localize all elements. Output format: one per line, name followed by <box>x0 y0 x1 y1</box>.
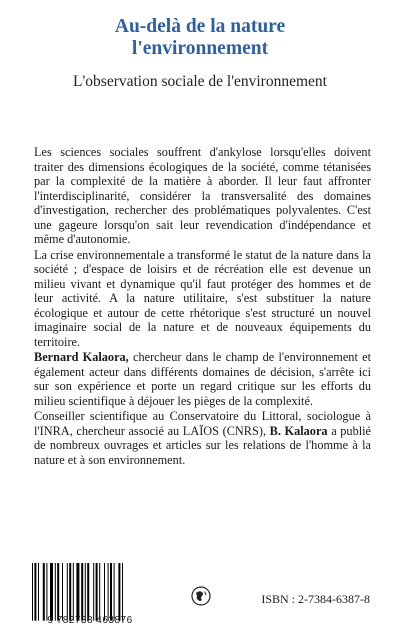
barcode-bar <box>76 563 79 621</box>
barcode-bar <box>57 563 59 621</box>
back-cover-text <box>34 145 371 468</box>
paragraph-credentials <box>34 409 371 467</box>
globe-logo-icon <box>191 586 211 606</box>
barcode-bar <box>81 563 83 621</box>
barcode-bar <box>93 563 94 621</box>
barcode-bar <box>62 563 63 621</box>
barcode-bar <box>69 563 71 621</box>
barcode-bar <box>55 563 56 621</box>
barcode-bar <box>99 563 100 621</box>
barcode-bar <box>122 563 123 621</box>
barcode-bar <box>108 563 109 621</box>
author-name: Bernard Kalaora, <box>34 350 129 364</box>
barcode-bar <box>110 563 112 621</box>
paragraph-author <box>34 350 371 408</box>
barcode-bar <box>46 563 47 621</box>
barcode-bar <box>96 563 98 621</box>
isbn-label: ISBN : 2-7384-6387-8 <box>261 592 370 606</box>
paragraph-intro: Les sciences sociales souffrent d'ankylose lorsqu'elles doivent traiter des dimensions écologiques de la société, comme tétanisées par la complexité de la matière à aborder. Il leur faut affronter l'interdisciplinarité, considérer la transversalité des domaines d'investigation, rechercher des problématiques polyvalentes. C'est une gageure lorsqu'on sait leur revendication d'indépendance et même d'autonomie. <box>34 145 371 246</box>
title-line-1: Au-delà de la nature <box>114 16 286 37</box>
author-short-name: B. Kalaora <box>269 423 328 438</box>
barcode <box>30 563 150 623</box>
barcode-bar <box>67 563 68 621</box>
title-line-2: l'environnement <box>131 38 269 59</box>
barcode-bar <box>50 563 53 621</box>
barcode-bar <box>118 563 120 621</box>
book-subtitle: L'observation sociale de l'environnement <box>73 73 327 90</box>
barcode-bar <box>32 563 33 621</box>
barcode-bar <box>73 563 74 621</box>
barcode-bar <box>85 563 86 621</box>
barcode-number: 9 782738 463876 <box>47 615 133 626</box>
barcode-bar <box>114 563 115 621</box>
credentials-text-1: Conseiller scientifique au Conservatoire du Littoral, sociologue à l'INRA, chercheur associé au LAÏOS (CNRS), <box>34 409 371 438</box>
paragraph-crisis: La crise environnementale a transformé le statut de la nature dans la société ; d'espace de loisirs et de récréation elle est devenue un milieu vivant et dynamique qu'il faut protéger des hommes et de leur activité. A la nature utilitaire, s'est substituer la nature écologique et autour de cette rhétorique s'est structuré un nouvel imaginaire social de la nature et de nouveaux équipements du territoire. <box>34 247 371 349</box>
credentials-text-2: a publié de nombreux ouvrages et articles sur les relations de l'homme à la nature et à son environnement. <box>34 423 372 467</box>
barcode-bar <box>38 563 39 621</box>
barcode-bar <box>34 563 36 621</box>
barcode-bar <box>104 563 105 621</box>
barcode-bar <box>87 563 89 621</box>
barcode-bar <box>43 563 45 621</box>
book-title <box>0 16 400 60</box>
author-description: chercheur dans le champ de l'environnement et également acteur dans différents domaines de décision, s'arrête ici sur son expérience et porte un regard critique sur les efforts du milieu scientifique à déjouer les pièges de la complexité. <box>34 350 371 408</box>
